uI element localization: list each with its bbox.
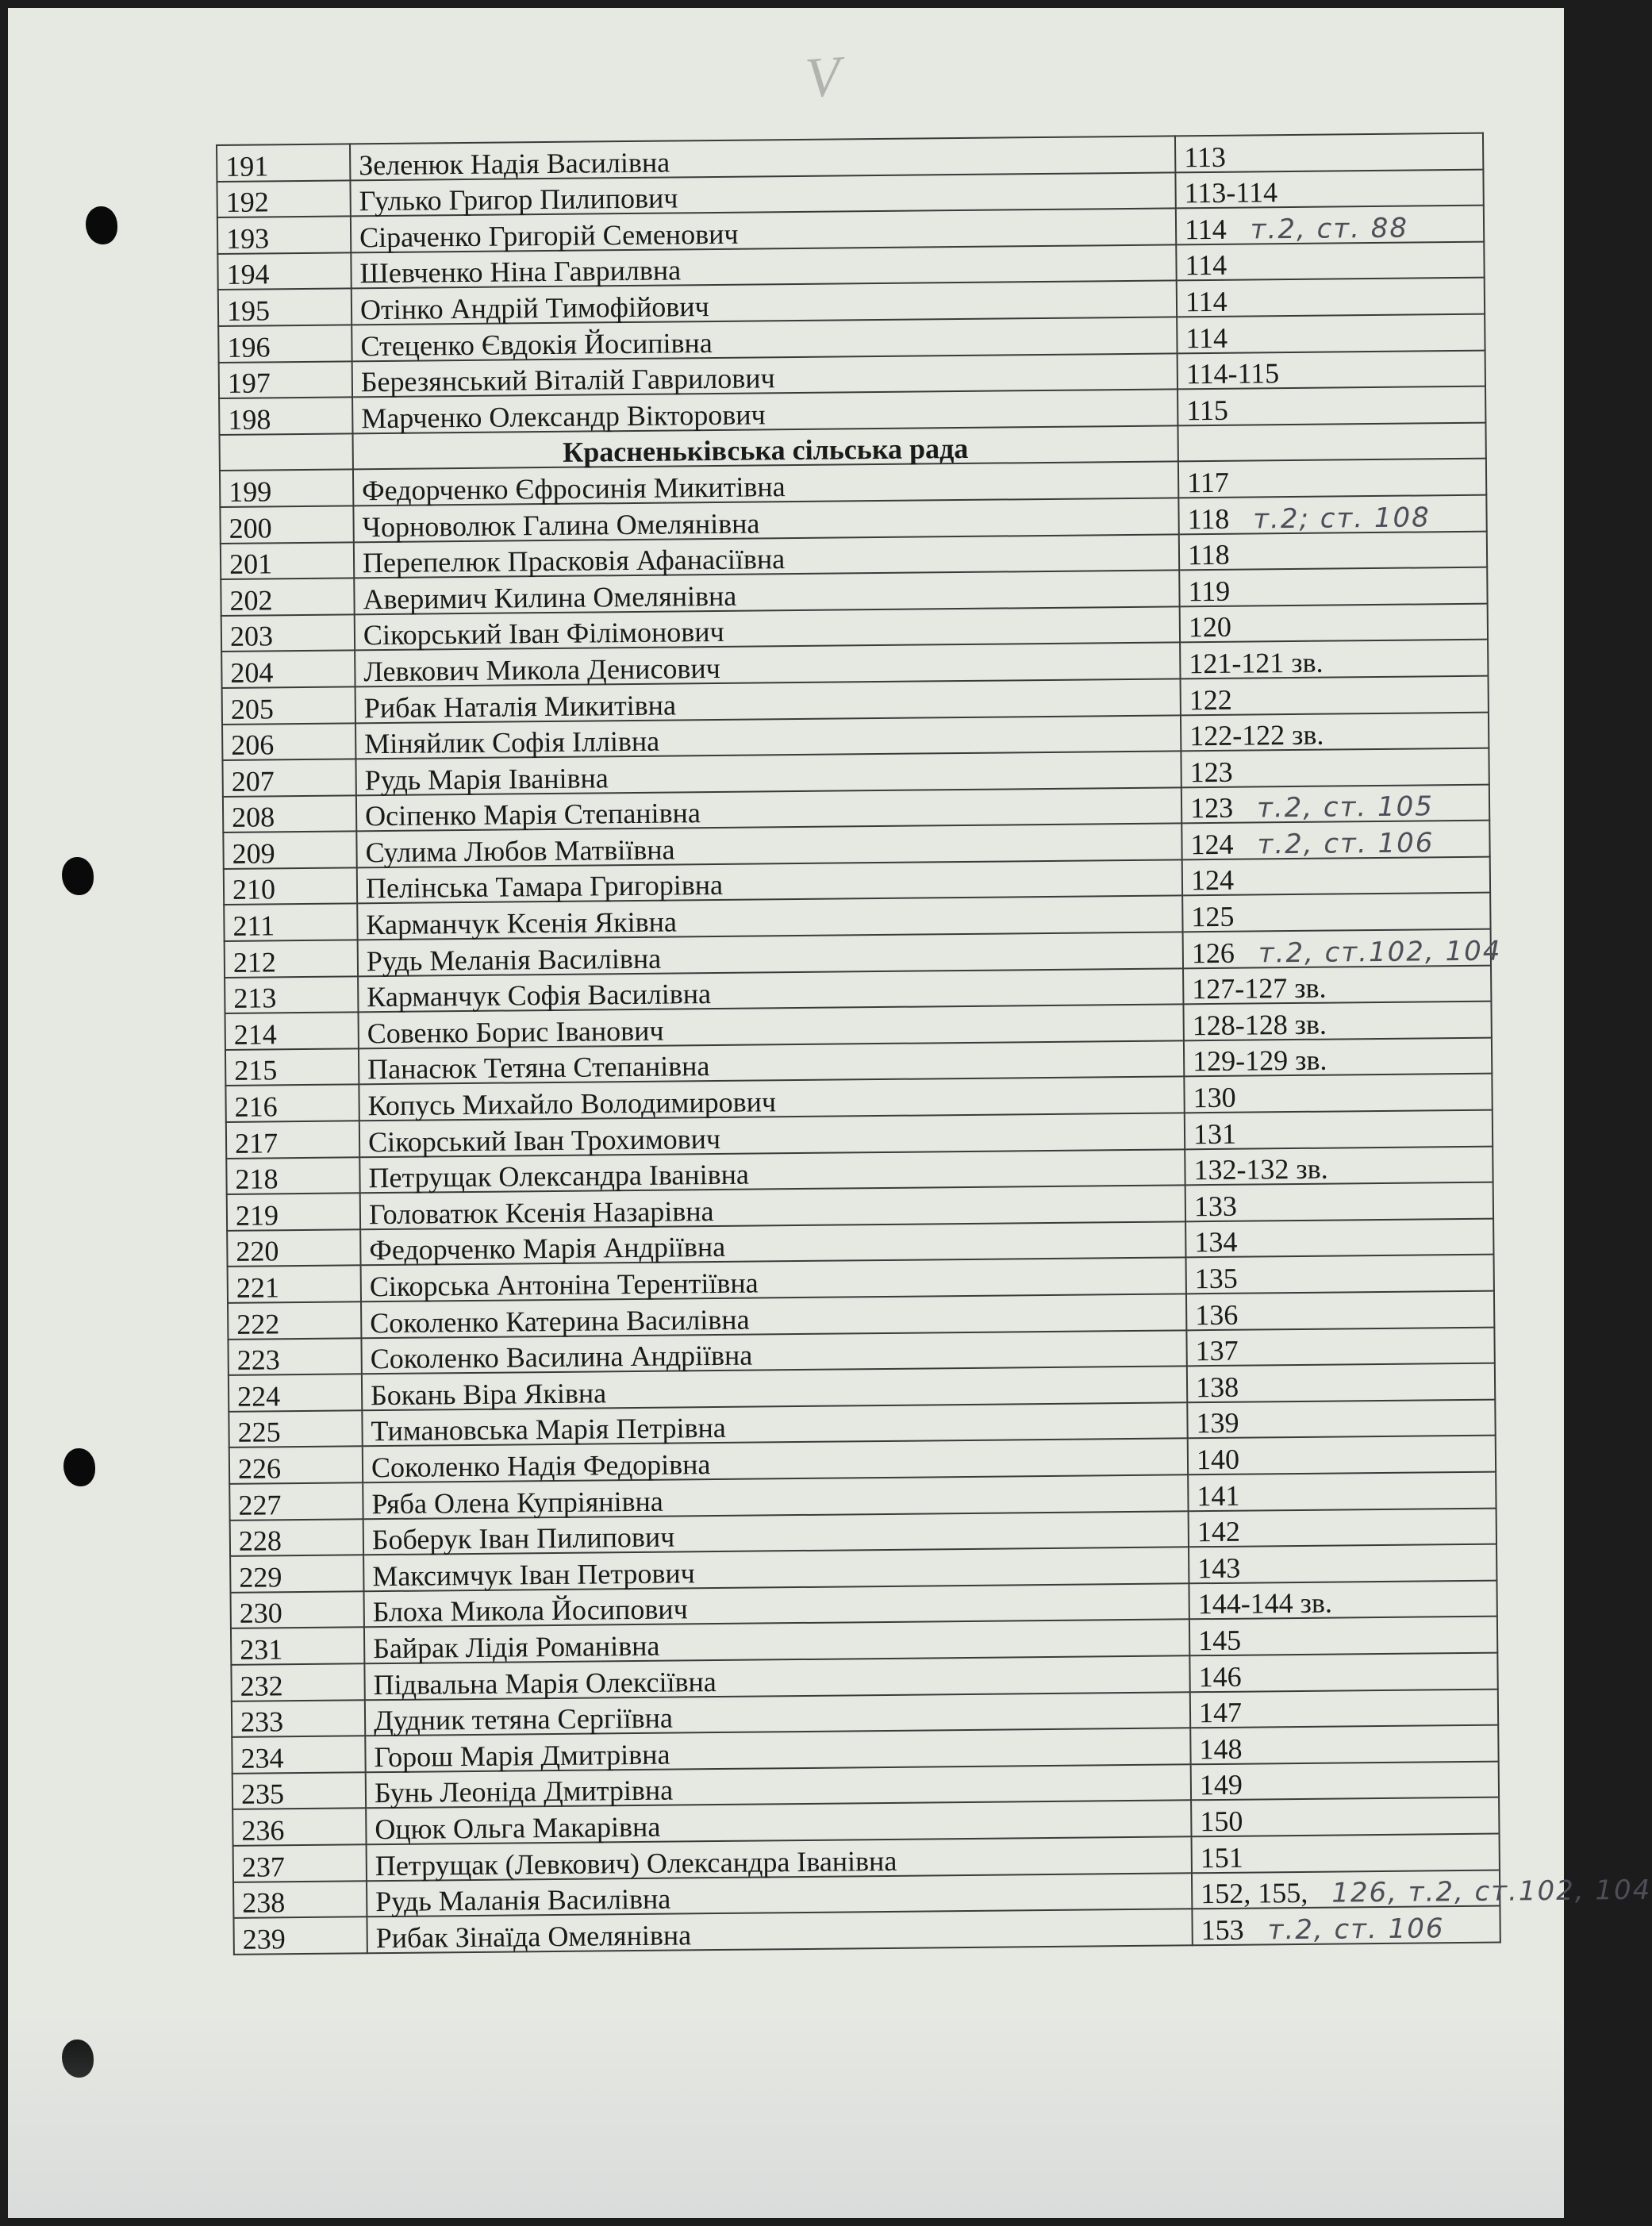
page-ref-cell xyxy=(1184,1037,1492,1076)
row-number: 204 xyxy=(221,651,355,688)
page-ref-cell xyxy=(1175,169,1483,208)
row-number: 219 xyxy=(227,1194,360,1231)
page-ref: 129-129 зв. xyxy=(1192,1044,1327,1078)
person-name: Рибак Наталія Микитівна xyxy=(355,679,1181,723)
person-name: Левкович Микола Денисович xyxy=(355,643,1180,687)
row-number: 223 xyxy=(228,1338,361,1375)
page-ref-cell xyxy=(1186,1291,1494,1330)
page-ref: 134 xyxy=(1194,1226,1238,1259)
row-number: 222 xyxy=(228,1301,361,1339)
row-number: 218 xyxy=(226,1157,359,1194)
handwritten-note: т.2, ст.102, 104 xyxy=(1258,935,1502,970)
person-name: Стеценко Євдокія Йосипівна xyxy=(352,317,1177,361)
page-ref: 151 xyxy=(1200,1841,1243,1874)
page-ref-cell xyxy=(1183,929,1502,970)
person-name: Отінко Андрій Тимофійович xyxy=(352,281,1177,325)
row-number: 229 xyxy=(230,1555,363,1592)
row-number: 226 xyxy=(229,1447,363,1484)
row-number: 236 xyxy=(232,1809,366,1846)
page-ref-cell xyxy=(1181,712,1489,751)
page-ref-cell xyxy=(1181,748,1489,787)
rows-before xyxy=(217,133,1485,435)
row-number: 217 xyxy=(226,1121,359,1158)
page-ref-cell xyxy=(1178,350,1485,389)
page-ref-cell xyxy=(1189,1580,1496,1619)
page-ref-cell xyxy=(1190,1725,1498,1764)
page-ref-cell xyxy=(1188,1436,1496,1474)
person-name: Ряба Олена Купріянівна xyxy=(363,1474,1188,1519)
page-ref: 135 xyxy=(1194,1262,1238,1295)
person-name: Марченко Олександр Вікторович xyxy=(352,390,1178,434)
row-number: 234 xyxy=(232,1736,365,1773)
row-number: 210 xyxy=(224,867,357,905)
page-ref: 132-132 зв. xyxy=(1193,1152,1328,1186)
person-name: Березянський Віталій Гаврилович xyxy=(352,353,1178,398)
row-number: 212 xyxy=(225,940,358,977)
person-name: Зеленюк Надія Василівна xyxy=(350,136,1175,180)
page-ref: 120 xyxy=(1188,611,1232,644)
person-name: Байрак Лідія Романівна xyxy=(364,1620,1189,1664)
page-ref: 138 xyxy=(1195,1371,1239,1403)
page-ref: 153 xyxy=(1201,1913,1244,1946)
row-number: 195 xyxy=(218,289,352,326)
page-ref-cell xyxy=(1189,1544,1496,1583)
row-number: 198 xyxy=(219,398,352,435)
page-ref-cell xyxy=(1180,603,1488,642)
row-number: 225 xyxy=(229,1410,362,1447)
person-name: Чорноволюк Галина Омелянівна xyxy=(353,498,1178,542)
rows-after xyxy=(220,459,1652,1955)
person-name: Осіпенко Марія Степанівна xyxy=(356,787,1181,832)
page-ref: 113-114 xyxy=(1184,176,1278,210)
handwritten-note: т.2, ст. 88 xyxy=(1250,212,1409,246)
page-ref-cell xyxy=(1188,1472,1496,1511)
page-ref: 143 xyxy=(1197,1551,1241,1584)
person-name: Рудь Маланія Василівна xyxy=(367,1873,1192,1917)
page-ref-cell xyxy=(1192,1870,1652,1910)
page-ref-cell xyxy=(1192,1833,1500,1872)
page-ref-cell xyxy=(1185,1218,1493,1257)
page-ref: 133 xyxy=(1193,1190,1238,1223)
page-ref-cell xyxy=(1189,1653,1497,1692)
row-number: 199 xyxy=(220,470,353,507)
punch-hole xyxy=(86,206,117,244)
page-ref-cell xyxy=(1175,133,1483,172)
page-ref-cell xyxy=(1191,1797,1499,1836)
row-number: 239 xyxy=(233,1917,367,1954)
page-ref: 147 xyxy=(1198,1696,1243,1729)
page-ref-cell xyxy=(1187,1399,1495,1438)
page-ref-cell xyxy=(1191,1761,1499,1800)
page-ref-cell xyxy=(1181,821,1489,859)
page-ref: 152, 155, xyxy=(1201,1876,1308,1910)
page-ref: 145 xyxy=(1197,1624,1242,1657)
page-ref: 114-115 xyxy=(1185,357,1280,390)
page-ref: 140 xyxy=(1196,1443,1240,1476)
page-ref: 137 xyxy=(1195,1334,1239,1367)
row-number: 220 xyxy=(227,1229,360,1267)
person-name: Рудь Марія Іванівна xyxy=(355,751,1181,795)
person-name: Федорченко Марія Андріївна xyxy=(360,1221,1185,1266)
page-ref: 128-128 зв. xyxy=(1192,1008,1327,1042)
row-number: 231 xyxy=(231,1628,364,1665)
page-ref: 144-144 зв. xyxy=(1197,1586,1333,1620)
person-name: Рудь Меланія Василівна xyxy=(358,932,1183,976)
page-ref-cell xyxy=(1179,531,1487,570)
page-ref: 131 xyxy=(1193,1117,1237,1150)
section-title: Красненьківська сільська рада xyxy=(353,425,1178,470)
person-name: Перепелюк Прасковія Афанасіївна xyxy=(354,534,1179,579)
page-ref: 117 xyxy=(1186,466,1230,499)
person-name: Дудник тетяна Сергіївна xyxy=(365,1692,1190,1736)
page-ref: 141 xyxy=(1197,1479,1240,1512)
row-number: 207 xyxy=(222,759,355,796)
row-number: 209 xyxy=(223,832,356,869)
person-name: Карманчук Софія Василівна xyxy=(358,968,1183,1013)
page-ref-cell xyxy=(1182,857,1490,896)
page-ref-cell xyxy=(1179,567,1487,606)
person-name: Горош Марія Дмитрівна xyxy=(365,1728,1190,1772)
page-ref: 118 xyxy=(1187,538,1230,571)
page-ref: 121-121 зв. xyxy=(1189,646,1324,680)
page-ref: 122 xyxy=(1189,683,1232,716)
person-name: Петрущак (Левкович) Олександра Іванівна xyxy=(367,1836,1192,1881)
row-number: 213 xyxy=(225,976,358,1013)
page-ref-cell xyxy=(1178,386,1485,425)
page-ref: 115 xyxy=(1186,394,1229,427)
section-num-cell xyxy=(220,433,353,471)
page-ref: 150 xyxy=(1200,1805,1243,1838)
person-name: Соколенко Катерина Василівна xyxy=(361,1294,1186,1338)
punch-hole xyxy=(62,857,94,895)
punch-hole xyxy=(63,1448,95,1486)
person-name: Блоха Микола Йосипович xyxy=(364,1583,1189,1628)
row-number: 194 xyxy=(217,252,351,290)
person-name: Оцюк Ольга Макарівна xyxy=(366,1801,1191,1845)
page-ref: 127-127 зв. xyxy=(1192,971,1327,1005)
person-name: Сулима Любов Матвіївна xyxy=(356,824,1181,868)
person-name: Тимановська Марія Петрівна xyxy=(362,1402,1187,1447)
handwritten-note: т.2, ст. 106 xyxy=(1257,827,1435,861)
row-number: 200 xyxy=(220,506,353,543)
row-number: 235 xyxy=(232,1772,366,1809)
page-ref-cell xyxy=(1176,241,1484,280)
page-ref: 139 xyxy=(1196,1407,1239,1440)
row-number: 227 xyxy=(229,1482,363,1520)
section-page-cell xyxy=(1178,422,1485,461)
row-number: 230 xyxy=(231,1591,364,1628)
row-number: 215 xyxy=(225,1048,359,1086)
page-ref: 126 xyxy=(1191,936,1235,969)
row-number: 192 xyxy=(217,180,350,217)
person-name: Пелінська Тамара Григорівна xyxy=(357,859,1182,904)
page-ref: 118 xyxy=(1187,502,1230,535)
person-name: Соколенко Василина Андріївна xyxy=(361,1330,1186,1374)
page-ref-cell xyxy=(1187,1363,1495,1402)
row-number: 214 xyxy=(225,1013,359,1050)
person-name: Соколенко Надія Федорівна xyxy=(363,1439,1188,1483)
person-name: Сікорський Іван Філімонович xyxy=(355,606,1180,651)
page-ref-cell xyxy=(1176,206,1484,244)
row-number: 202 xyxy=(221,578,354,615)
page-ref: 130 xyxy=(1193,1081,1236,1114)
page-ref-cell xyxy=(1185,1182,1493,1221)
page-ref-cell xyxy=(1186,1255,1494,1294)
page-ref-cell xyxy=(1181,784,1489,823)
row-number: 224 xyxy=(229,1374,362,1411)
person-name: Сікорська Антоніна Терентіївна xyxy=(361,1258,1186,1302)
page-ref: 114 xyxy=(1185,249,1227,282)
page-ref: 122-122 зв. xyxy=(1189,718,1324,752)
person-name: Петрущак Олександра Іванівна xyxy=(359,1149,1185,1194)
person-name: Панасюк Тетяна Степанівна xyxy=(359,1040,1184,1085)
handwritten-note: т.2, ст. 106 xyxy=(1267,1912,1445,1947)
page-ref-cell xyxy=(1178,459,1486,498)
person-name: Сіраченко Григорій Семенович xyxy=(351,209,1176,253)
person-name: Боберук Іван Пилипович xyxy=(363,1511,1189,1555)
page-ref-cell xyxy=(1184,1074,1492,1113)
person-name: Міняйлик Софія Іллівна xyxy=(355,715,1181,759)
row-number: 193 xyxy=(217,217,351,254)
person-name: Копусь Михайло Володимирович xyxy=(359,1077,1184,1121)
handwritten-note: т.2; ст. 108 xyxy=(1253,501,1431,536)
page-ref: 124 xyxy=(1190,828,1234,861)
row-number: 196 xyxy=(218,325,352,362)
punch-hole xyxy=(62,2040,94,2078)
row-number: 191 xyxy=(217,144,350,181)
page-ref: 136 xyxy=(1195,1298,1239,1331)
row-number: 211 xyxy=(224,904,357,941)
person-name: Максимчук Іван Петрович xyxy=(363,1547,1189,1591)
row-number: 221 xyxy=(228,1266,361,1303)
page-ref: 123 xyxy=(1189,792,1234,825)
handwritten-note: т.2, ст. 105 xyxy=(1256,790,1435,825)
row-number: 233 xyxy=(232,1700,365,1737)
page-ref: 114 xyxy=(1185,321,1228,354)
page-ref-cell xyxy=(1185,1110,1493,1149)
page-ref-cell xyxy=(1185,1146,1493,1185)
person-name: Гулько Григор Пилипович xyxy=(350,172,1175,217)
row-number: 208 xyxy=(223,795,356,832)
page-ref: 113 xyxy=(1184,140,1227,173)
person-name: Сікорський Іван Трохимович xyxy=(359,1113,1185,1157)
page-ref: 119 xyxy=(1188,575,1231,607)
page-ref: 149 xyxy=(1199,1768,1243,1801)
page-ref-cell xyxy=(1189,1617,1497,1655)
page-ref-cell xyxy=(1177,314,1485,353)
page-ref: 148 xyxy=(1199,1732,1243,1765)
page-ref-cell xyxy=(1178,495,1486,534)
page-ref: 125 xyxy=(1191,900,1235,933)
page-ref-cell xyxy=(1182,893,1490,932)
page-ref-cell xyxy=(1180,640,1488,679)
person-name: Бунь Леоніда Дмитрівна xyxy=(366,1764,1191,1809)
page-ref: 123 xyxy=(1189,755,1233,788)
person-name: Підвальна Марія Олексіївна xyxy=(364,1655,1189,1700)
row-number: 216 xyxy=(225,1085,359,1122)
page-ref-cell xyxy=(1192,1906,1500,1945)
page-ref: 142 xyxy=(1197,1515,1241,1548)
page-ref: 124 xyxy=(1190,864,1235,897)
person-name: Рибак Зінаїда Омелянівна xyxy=(367,1909,1192,1953)
page-ref-cell xyxy=(1186,1327,1494,1366)
person-name: Совенко Борис Іванович xyxy=(359,1005,1184,1049)
row-number: 197 xyxy=(219,361,352,398)
page-ref: 114 xyxy=(1185,285,1227,318)
page-ref: 146 xyxy=(1198,1660,1242,1693)
document-page xyxy=(8,8,1652,2218)
row-number: 201 xyxy=(221,542,354,579)
page-ref-cell xyxy=(1189,1508,1496,1547)
person-name: Карманчук Ксенія Яківна xyxy=(357,896,1182,940)
row-number: 228 xyxy=(230,1519,363,1556)
person-name: Головатюк Ксенія Назарівна xyxy=(360,1186,1185,1230)
page-ref: 114 xyxy=(1184,213,1227,246)
person-name: Бокань Віра Яківна xyxy=(362,1367,1187,1411)
page-mark: V xyxy=(803,44,843,110)
page-ref-cell xyxy=(1190,1689,1498,1728)
row-number: 203 xyxy=(221,614,355,652)
person-name: Аверимич Килина Омелянівна xyxy=(354,570,1179,614)
row-number: 237 xyxy=(233,1844,367,1882)
row-number: 206 xyxy=(222,723,355,760)
page-ref-cell xyxy=(1183,965,1491,1004)
person-name: Федорченко Єфросинія Микитівна xyxy=(353,462,1178,506)
row-number: 232 xyxy=(231,1663,364,1701)
handwritten-note: 126, т.2, ст.102, 104 xyxy=(1331,1874,1652,1909)
row-number: 238 xyxy=(233,1881,367,1918)
register-table xyxy=(216,133,1652,1955)
page-ref-cell xyxy=(1183,1002,1491,1040)
page-ref-cell xyxy=(1177,278,1485,317)
page-ref-cell xyxy=(1181,676,1489,715)
person-name: Шевченко Ніна Гаврилвна xyxy=(351,244,1176,289)
row-number: 205 xyxy=(222,686,355,724)
